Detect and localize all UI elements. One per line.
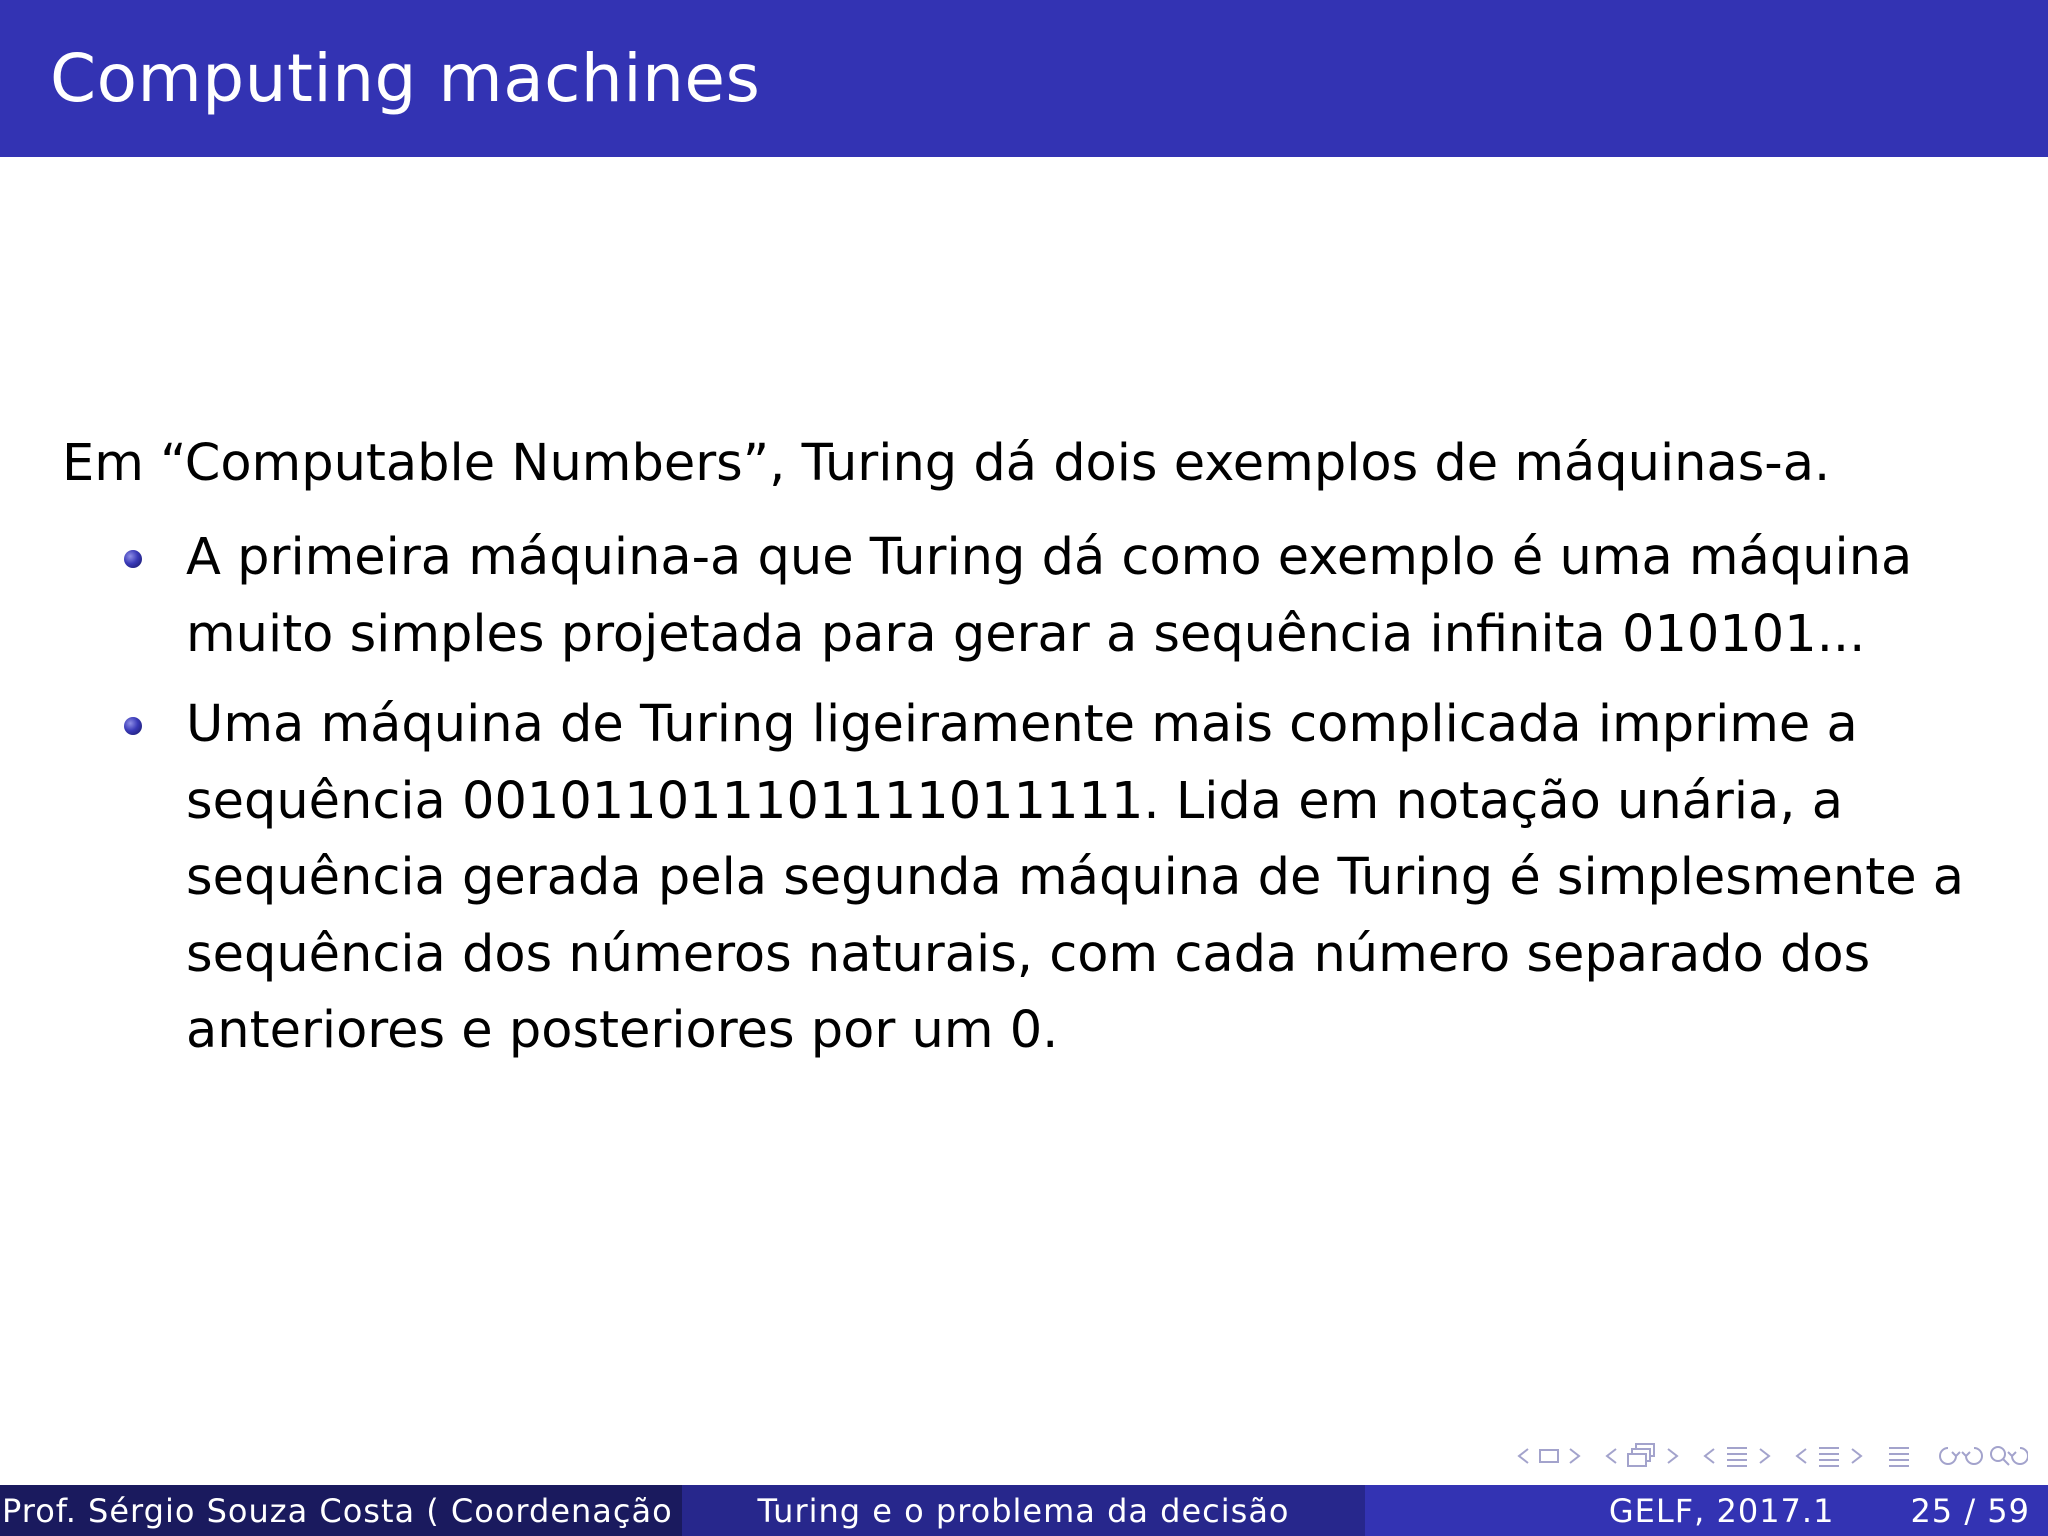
section-nav[interactable] — [1702, 1442, 1772, 1470]
frame-nav-icon[interactable] — [1538, 1447, 1560, 1465]
search-nav[interactable] — [1934, 1442, 2028, 1470]
bullet-line: sequência gerada pela segunda máquina de Turing é simplesmente a — [186, 848, 1965, 907]
footer-title-segment — [682, 1485, 1365, 1536]
arrow-right-icon[interactable] — [1568, 1447, 1582, 1465]
footer-author: Prof. Sérgio Souza Costa ( Coordenação — [2, 1491, 673, 1530]
arrow-left-icon[interactable] — [1794, 1447, 1808, 1465]
presentation-nav[interactable] — [1794, 1442, 1864, 1470]
bullet-line: muito simples projetada para gerar a sequência infinita 010101... — [186, 604, 1866, 664]
bullet-line: Uma máquina de Turing ligeiramente mais complicada imprime a — [186, 695, 1858, 754]
slide-title-bar — [0, 0, 2048, 157]
arrow-right-icon[interactable] — [1666, 1447, 1680, 1465]
slide-content — [62, 432, 2012, 1084]
subsection-nav[interactable] — [1604, 1442, 1680, 1470]
navigation-bar — [1516, 1438, 2028, 1474]
footer-info-segment — [1365, 1485, 2048, 1536]
arrow-left-icon[interactable] — [1604, 1447, 1618, 1465]
slide-title: Computing machines — [50, 40, 761, 117]
frame-nav[interactable] — [1516, 1447, 1582, 1465]
footer-venue: GELF, 2017.1 — [1608, 1491, 1835, 1530]
arrow-right-icon[interactable] — [1758, 1447, 1772, 1465]
section-nav-icon[interactable] — [1724, 1442, 1750, 1470]
subsection-nav-icon[interactable] — [1626, 1442, 1658, 1470]
footer-page-number: 25 / 59 — [1910, 1491, 2030, 1530]
arrow-left-icon[interactable] — [1516, 1447, 1530, 1465]
bullet-icon — [124, 550, 142, 568]
footer-author-segment — [0, 1485, 682, 1536]
footer-bar — [0, 1485, 2048, 1536]
bullet-line: sequência 001011011101111011111. Lida em notação unária, a — [186, 771, 1843, 831]
bullet-icon — [124, 717, 142, 735]
arrow-left-icon[interactable] — [1702, 1447, 1716, 1465]
search-icon[interactable] — [1934, 1442, 2028, 1470]
presentation-nav-icon[interactable] — [1816, 1442, 1842, 1470]
footer-talk-title: Turing e o problema da decisão — [757, 1491, 1290, 1530]
bullet-line: anteriores e posteriores por um 0. — [186, 1001, 1059, 1060]
intro-paragraph: Em “Computable Numbers”, Turing dá dois exemplos de máquinas-a. — [62, 434, 1831, 493]
bullet-list — [62, 520, 2012, 1070]
arrow-right-icon[interactable] — [1850, 1447, 1864, 1465]
bullet-item — [62, 687, 2012, 1070]
bullet-line: A primeira máquina-a que Turing dá como exemplo é uma máquina — [186, 528, 1913, 587]
bullet-item — [62, 520, 2012, 673]
align-nav[interactable] — [1886, 1442, 1912, 1470]
align-icon[interactable] — [1886, 1442, 1912, 1470]
bullet-line: sequência dos números naturais, com cada número separado dos — [186, 924, 1871, 984]
